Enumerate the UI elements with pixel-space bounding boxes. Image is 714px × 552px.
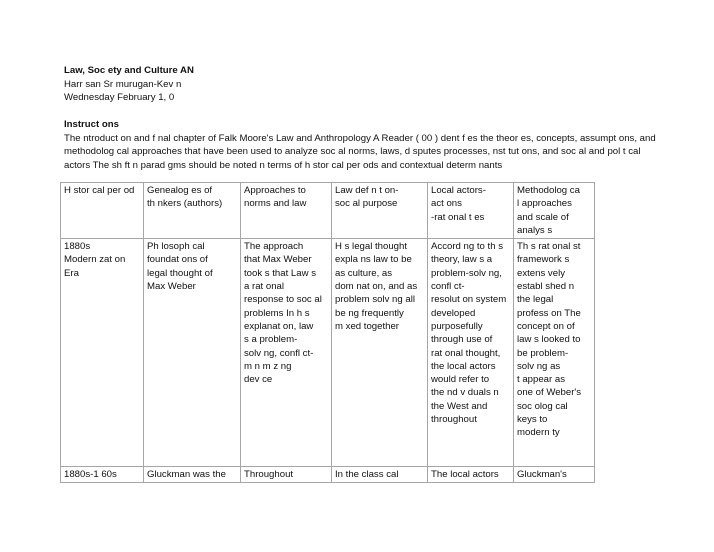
table-cell: Ph losoph cal foundat ons of legal thought of Max Weber: [144, 239, 241, 467]
table-header-cell: Genealog es of th nkers (authors): [144, 183, 241, 239]
table-header-row: [61, 183, 595, 239]
document-header: [64, 64, 664, 172]
table-header-cell: Law def n t on- soc al purpose: [332, 183, 428, 239]
table-header-cell: Approaches to norms and law: [241, 183, 332, 239]
table-row: [61, 467, 595, 483]
table-cell: The local actors: [428, 467, 514, 483]
table-header-cell: Methodolog ca l approaches and scale of analys s: [514, 183, 595, 239]
instructions-heading: Instruct ons: [64, 119, 119, 130]
table-cell: In the class cal: [332, 467, 428, 483]
table-cell: Accord ng to th s theory, law s a problem-solv ng, confl ct- resolut on system developed purposefully through use of rat onal thought, the local actors would refer to the nd v duals n the West and throughout: [428, 239, 514, 467]
table-row: [61, 239, 595, 467]
table-header-cell: Local actors- act ons -rat onal t es: [428, 183, 514, 239]
table-cell: The approach that Max Weber took s that Law s a rat onal response to soc al problems In h s explanat on, law s a problem- solv ng, confl ct- m n m z ng dev ce: [241, 239, 332, 467]
document-date: Wednesday February 1, 0: [64, 92, 175, 103]
analysis-table: [60, 182, 595, 483]
table-cell: 1880s-1 60s: [61, 467, 144, 483]
table-header-cell: H stor cal per od: [61, 183, 144, 239]
document-author: Harr san Sr murugan-Kev n: [64, 78, 182, 90]
table-cell: Gluckman was the: [144, 467, 241, 483]
instructions-body: The ntroduct on and f nal chapter of Falk Moore's Law and Anthropology A Reader ( 00 ) dent f es the theor es, concepts, assumpt ons, and methodolog cal approaches that have been used to analyze soc al norms, laws, d sputes processes, nst tut ons, and soc al and pol t cal actors The sh ft n parad gms should be noted n terms of h stor cal per ods and contextual determ nants: [64, 132, 656, 171]
table-cell: Gluckman's: [514, 467, 595, 483]
document-title: Law, Soc ety and Culture AN: [64, 65, 194, 76]
table-cell: Throughout: [241, 467, 332, 483]
table-cell: Th s rat onal st framework s extens vely establ shed n the legal profess on The concept on of law s looked to be problem- solv ng as t appear as one of Weber's soc olog cal keys to modern ty: [514, 239, 595, 467]
table-cell: H s legal thought expla ns law to be as culture, as dom nat on, and as problem solv ng all be ng frequently m xed together: [332, 239, 428, 467]
table-cell: 1880s Modern zat on Era: [61, 239, 144, 467]
